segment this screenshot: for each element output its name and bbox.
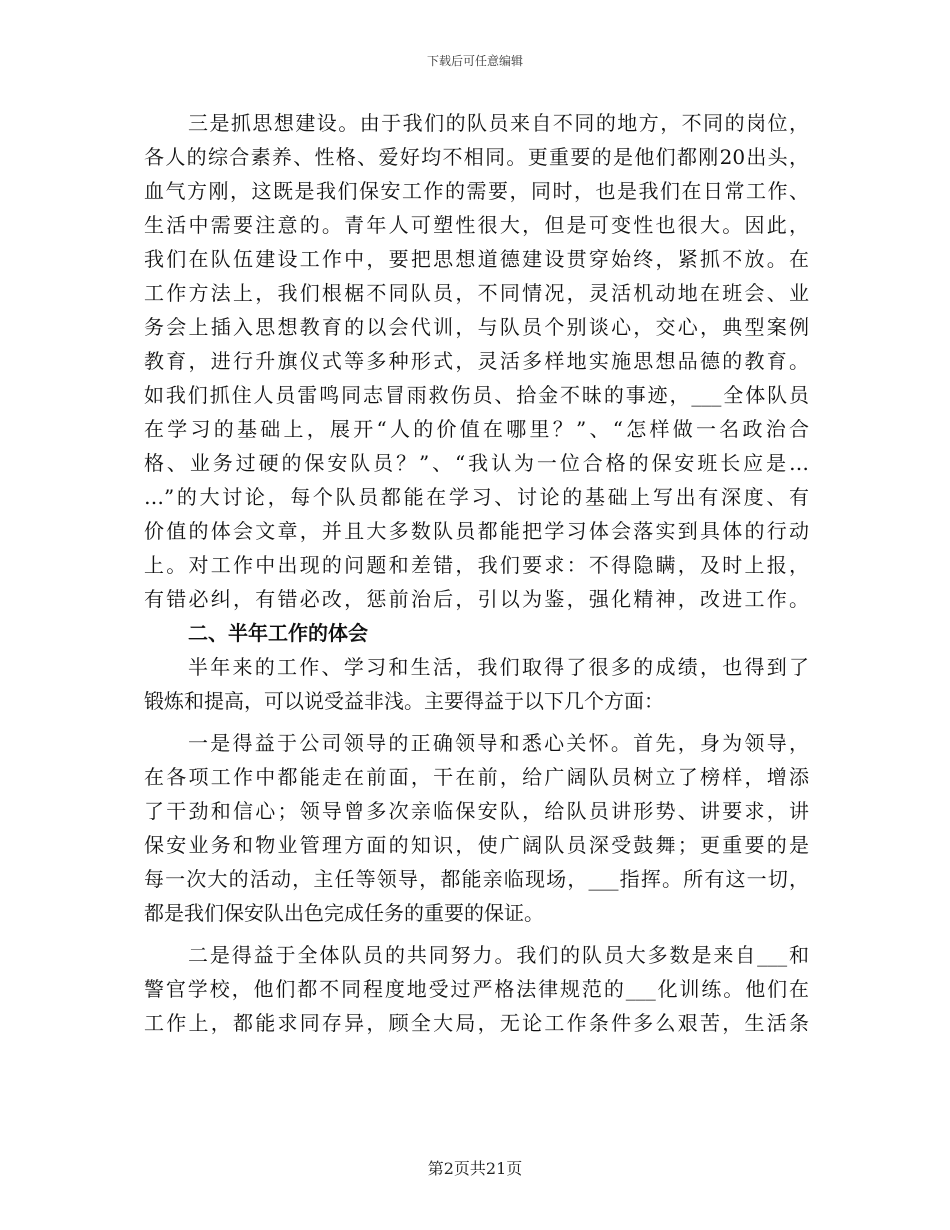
text-line: 我们在队伍建设工作中，要把思想道德建设贯穿始终，紧抓不放。在 [144,247,809,271]
text-line: 二是得益于全体队员的共同努力。我们的队员大多数是来自___和 [188,943,809,967]
text-line: 三是抓思想建设。由于我们的队员来自不同的地方，不同的岗位， [188,111,809,135]
text-line: 警官学校，他们都不同程度地受过严格法律规范的___化训练。他们在 [144,977,809,1001]
text-line: 各人的综合素养、性格、爱好均不相同。更重要的是他们都刚20出头， [144,145,809,169]
text-line: 价值的体会文章，并且大多数队员都能把学习体会落实到具体的行动 [144,519,809,543]
text-line: 在各项工作中都能走在前面，干在前，给广阔队员树立了榜样，增添 [144,765,809,789]
page-header: 下载后可任意编辑 [426,54,523,68]
text-line: 工作方法上，我们根椐不同队员，不同情况，灵活机动地在班会、业 [144,281,809,305]
text-line: 如我们抓住人员雷鸣同志冒雨救伤员、拾金不昧的事迹，___全体队员 [144,383,809,407]
text-line: 保安业务和物业管理方面的知识，使广阔队员深受鼓舞；更重要的是 [144,833,809,857]
text-line: …”的大讨论，每个队员都能在学习、讨论的基础上写出有深度、有 [144,485,809,509]
text-line: 每一次大的活动，主任等领导，都能亲临现场，___指挥。所有这一切， [144,867,809,891]
text-line: 血气方刚，这既是我们保安工作的需要，同时，也是我们在日常工作、 [144,179,809,203]
text-line: 生活中需要注意的。青年人可塑性很大，但是可变性也很大。因此， [144,213,809,237]
text-line: 一是得益于公司领导的正确领导和悉心关怀。首先，身为领导， [188,731,809,755]
text-line: 了干劲和信心；领导曾多次亲临保安队，给队员讲形势、讲要求，讲 [144,799,809,823]
text-line: 格、业务过硬的保安队员？”、“我认为一位合格的保安班长应是… [144,451,809,475]
text-line: 半年来的工作、学习和生活，我们取得了很多的成绩，也得到了 [188,655,809,679]
text-line: 有错必纠，有错必改，惩前治后，引以为鉴，强化精神，改进工作。 [144,587,809,611]
page-footer: 第2页共21页 [427,1159,523,1178]
text-line: 都是我们保安队出色完成任务的重要的保证。 [144,901,544,925]
text-line: 工作上，都能求同存异，顾全大局，无论工作条件多么艰苦，生活条 [144,1011,809,1035]
text-line: 教育，进行升旗仪式等多种形式，灵活多样地实施思想品德的教育。 [144,349,809,373]
document-body [144,106,809,1040]
text-line: 在学习的基础上，展开“人的价值在哪里？”、“怎样做一名政治合 [144,417,809,441]
section-heading: 二、半年工作的体会 [188,621,368,645]
text-line: 务会上插入思想教育的以会代训，与队员个别谈心，交心，典型案例 [144,315,809,339]
text-line: 上。对工作中出现的问题和差错，我们要求：不得隐瞒，及时上报， [144,553,809,577]
text-line: 锻炼和提高，可以说受益非浅。主要得益于以下几个方面： [144,689,664,713]
